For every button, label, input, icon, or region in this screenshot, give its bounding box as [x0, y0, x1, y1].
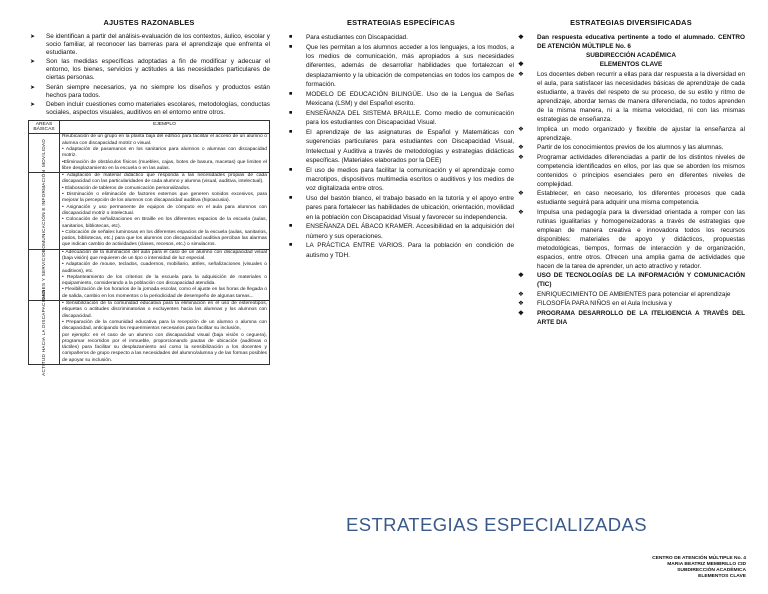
area-cell: [29, 289, 60, 376]
example-line: • Adaptación de pasamanos en los sanitarios para alumnos o alumnas con discapacidad motriz.: [62, 146, 267, 159]
list-item: ■ Que les permitan a los alumnos acceder a los lenguajes, a los modos, a los medios de comunicación, más apropiados a sus necesidades diferentes, además de desarrollar habilidades que fortalezcan el desplazamiento y la ubicación de competencias en todos los campos de formación.: [288, 43, 514, 90]
area-label: COMUNICACIÓN E INFORMACIÓN: [40, 169, 46, 253]
table-header-areas: AREAS BÁSICAS: [29, 120, 60, 133]
example-cell: [60, 173, 270, 250]
area-label: MOVILIDAD: [40, 139, 46, 168]
table-row: [29, 134, 270, 173]
credit-line: ELEMENTOS CLAVE: [698, 573, 746, 579]
example-line: • Adaptación de material didáctico que responda a las necesidades propias de cada discapacidad con las particularidades de cada alumno y alumna (visual, auditiva, intelectual).: [62, 173, 267, 185]
list-item: ■ Uso del bastón blanco, el trabajo basado en la tutoría y el apoyo entre pares para fortalecer las habilidades de ubicación, orientación, movilidad en la población con Discapacidad Visual y favorecer su independencia.: [288, 194, 514, 222]
example-line: • Adecuación de la iluminación del aula para el caso de un alumno con discapacidad visual (baja visión) que requieren de un tipo o intensidad de luz especial.: [62, 249, 267, 261]
area-label: BIENES Y SERVICIOS: [40, 248, 46, 302]
table-row: [29, 173, 270, 250]
list-item: ■ Para estudiantes con Discapacidad.: [288, 33, 514, 42]
credit-line: SUBDIRECCIÓN ACADÉMICA: [677, 567, 746, 573]
table-header-example: EJEMPLO: [60, 120, 270, 133]
example-line: • Sensibilización de la comunidad educativa para la eliminación en el uso de estereotipos, etiquetas o actitudes discriminatorias o excluyentes hacia las alumnas y los alumnos con discapacidad.: [62, 301, 267, 319]
column-title: ESTRATEGIAS DIVERSIFICADAS: [570, 18, 692, 27]
list-item: ❖ Implica un modo organizado y flexible de ajustar la enseñanza al aprendizaje.: [517, 125, 745, 143]
column-estrategias-diversificadas: [517, 0, 745, 327]
credits-block: [652, 556, 746, 580]
bullet-list: [28, 33, 270, 117]
example-line: • Asignación y uso permanente de equipos de cómputo en el aula para alumnos con discapacidad motriz o intelectual.: [62, 204, 267, 216]
area-label: ACTITUD HACIA LA DISCAPACIDAD: [40, 289, 46, 376]
list-item: ■ ENSEÑANZA DEL SISTEMA BRAILLE. Como medio de comunicación para los estudiantes con Discapacidad Visual.: [288, 109, 514, 128]
example-line: • Replanteamiento de los criterios de la escuela para la adquisición de materiales o equipamiento, considerando a la población con discapacidad atendida.: [62, 274, 267, 287]
example-cell: [60, 249, 270, 300]
example-line: Reubicación de un grupo en la planta baja del edificio para facilitar el acceso de un alumno o alumna con discapacidad motriz o visual.: [62, 134, 267, 146]
list-item: ➤ Son las medidas específicas adoptadas a fin de modificar y adecuar el entorno, los bienes, servicios y actitudes a las necesidades particulares de ciertas personas.: [28, 58, 270, 82]
area-cell: [29, 169, 60, 253]
list-item: ■ El uso de medios para facilitar la comunicación y el aprendizaje como macrotipos, dispositivos multimedia escritos o auditivos y los medios de voz digitalizada entre otros.: [288, 166, 514, 194]
example-line: • Preparación de la comunidad educativa para la recepción de un alumno o alumna con discapacidad, anticipando los requerimientos necesarios para facilitar su inclusión,: [62, 319, 267, 332]
table-row: [29, 301, 270, 365]
list-item: ➤ Se identifican a partir del análisis-evaluación de los contextos, áulico, escolar y socio familiar, al reconocer las barreras para el aprendizaje que enfrenta el estudiante.: [28, 33, 270, 57]
list-item: ❖ ENRIQUECIMIENTO DE AMBIENTES para potenciar el aprendizaje: [517, 290, 745, 299]
examples-table: [28, 120, 270, 376]
list-item: ■ LA PRÁCTICA ENTRE VARIOS. Para la población en condición de autismo y TDH.: [288, 241, 514, 260]
list-item: ❖ Impulsa una pedagogía para la diversidad orientada a romper con las rutinas igualitarias y homogeneizadoras a través de estrategias que emplean de manera creativa e innovadora todos los recursos disponibles: materiales de apoyo y didácticos, propuestas metodológicas, tiempos, formas de interacción y de organización, espacios, entre otros. Ofrecen una amplia gama de actividades que hacen de la tarea de aprender, un acto atractivo y retador.: [517, 208, 745, 271]
example-line: • Disminución o eliminación de factores externos que generen sonidos excesivos, para mejorar la percepción de los alumnos con discapacidad auditiva (hipoacusia).: [62, 192, 267, 204]
bullet-list: [288, 33, 514, 260]
list-item: ❖ ELEMENTOS CLAVE: [517, 60, 745, 69]
example-line: • Adaptación de mouse, teclados, cuadernos, mobiliario, atriles, señalizaciones (visuales o auditivos), etc.: [62, 262, 267, 274]
list-item: ❖ PROGRAMA DESARROLLO DE LA ITELIGENCIA A TRAVÉS DEL ARTE DIA: [517, 309, 745, 327]
example-cell: [60, 134, 270, 173]
page-title: ESTRATEGIAS ESPECIALIZADAS: [346, 514, 647, 535]
column-title: AJUSTES RAZONABLES: [103, 18, 195, 27]
list-item: ❖ USO DE TECNOLOGÍAS DE LA INFORMACIÓN Y COMUNICACIÓN (TIC): [517, 271, 745, 289]
example-line: • Colocación de señales luminosas en los diferentes espacios de la escuela (aulas, sanitarios, patios, bibliotecas, etc.) para que los alumnos con discapacidad auditiva perciban las alarmas que indican cambio de actividades (clases, recesos, etc.) o simulacros.: [62, 229, 267, 248]
table-header-row: [29, 120, 270, 133]
list-item: ❖ Los docentes deben recurrir a ellas para dar respuesta a la diversidad en el aula, para satisfacer las necesidades básicas de aprendizaje de cada estudiante, a través del respeto de su proceso, de su estilo y ritmo de aprendizaje, abordar temas de manera diferenciada, no todos aprenden de la misma manera, ni a la misma velocidad, ni con las mismas estrategias de enseñanza.: [517, 70, 745, 124]
table-row: [29, 249, 270, 300]
list-item: ❖ Establecer, en caso necesario, los diferentes procesos que cada estudiante seguirá para adquirir una misma competencia.: [517, 189, 745, 207]
list-item: ■ MODELO DE EDUCACIÓN BILINGÜE. Uso de la Lengua de Señas Mexicana (LSM) y del Español escrito.: [288, 90, 514, 109]
example-cell: [60, 301, 270, 365]
bullet-list: [517, 33, 745, 51]
example-line: por ejemplo: en el caso de un alumno con discapacidad visual (baja visión o ceguera), programar recorridos por el inmueble, proporcionando pautas de ubicación (auditivas o táctiles) para facilitar su desplazamiento así como la sensibilización a los docentes y compañeros de grupo respecto a las necesidades del alumno/alumna y de las formas posibles de apoyar su inclusión.: [62, 332, 267, 363]
column-ajustes-razonables: [28, 0, 270, 376]
list-item: ❖ Partir de los conocimientos previos de los alumnos y las alumnas.: [517, 143, 745, 152]
area-cell: [29, 134, 60, 173]
list-item: ■ ENSEÑANZA DEL ÁBACO KRAMER. Accesibilidad en la adquisición del número y sus operaciones.: [288, 222, 514, 241]
column-estrategias-especificas: [288, 0, 514, 260]
credit-line: CENTRO DE ATENCIÓN MÚLTIPLE No. 4: [652, 556, 746, 561]
list-item: ■ El aprendizaje de las asignaturas de Español y Matemáticas con sugerencias particulares para estudiantes con Discapacidad Visual, Intelectual y Auditiva a través de metodologías y estrategias didácticas específicas. (Materiales elaborados por la DEE): [288, 128, 514, 166]
list-item: ❖ FILOSOFÍA PARA NIÑOS en el Aula Inclusiva y: [517, 299, 745, 308]
list-item: ❖ Dan respuesta educativa pertinente a todo el alumnado. CENTRO DE ATENCIÓN MÚLTIPLE No. 6: [517, 33, 745, 51]
example-line: • Colocación de señalizaciones en Braille en los diferentes espacios de la escuela (aulas, sanitarios, bibliotecas, etc).: [62, 217, 267, 229]
list-item: ➤ Serán siempre necesarios, ya no siempre los diseños y productos están hechos para todos.: [28, 84, 270, 100]
list-item: ❖ Programar actividades diferenciadas a partir de los distintos niveles de competencia identificados en ellos, por las que se aborden los mismos contenidos o principios esenciales pero en diferentes niveles de complejidad.: [517, 153, 745, 189]
subheading: SUBDIRECCIÓN ACADÉMICA: [586, 52, 676, 60]
example-line: • Flexibilización de los horarios de la jornada escolar, como el ajuste en las horas de llegada o de salida, cambio en los momentos o la periodicidad de desempeño de algunas tareas...: [62, 287, 267, 299]
example-line: •Eliminación de obstáculos físicos (muebles, cajas, botes de basura, macetas) que limiten el libre desplazamiento en la escuela o en las aulas.: [62, 159, 267, 171]
column-title: ESTRATEGIAS ESPECÍFICAS: [347, 18, 455, 27]
list-item: ➤ Deben incluir cuestiones como materiales escolares, metodologías, conductas sociales, aspectos visuales, auditivos en el entorno entre otros.: [28, 101, 270, 117]
bullet-list: [517, 60, 745, 326]
example-line: • Elaboración de tableros de comunicación personalizados.: [62, 185, 191, 191]
credit-line: MARIA BEATRIZ MEMBRILLO CID: [667, 561, 746, 567]
